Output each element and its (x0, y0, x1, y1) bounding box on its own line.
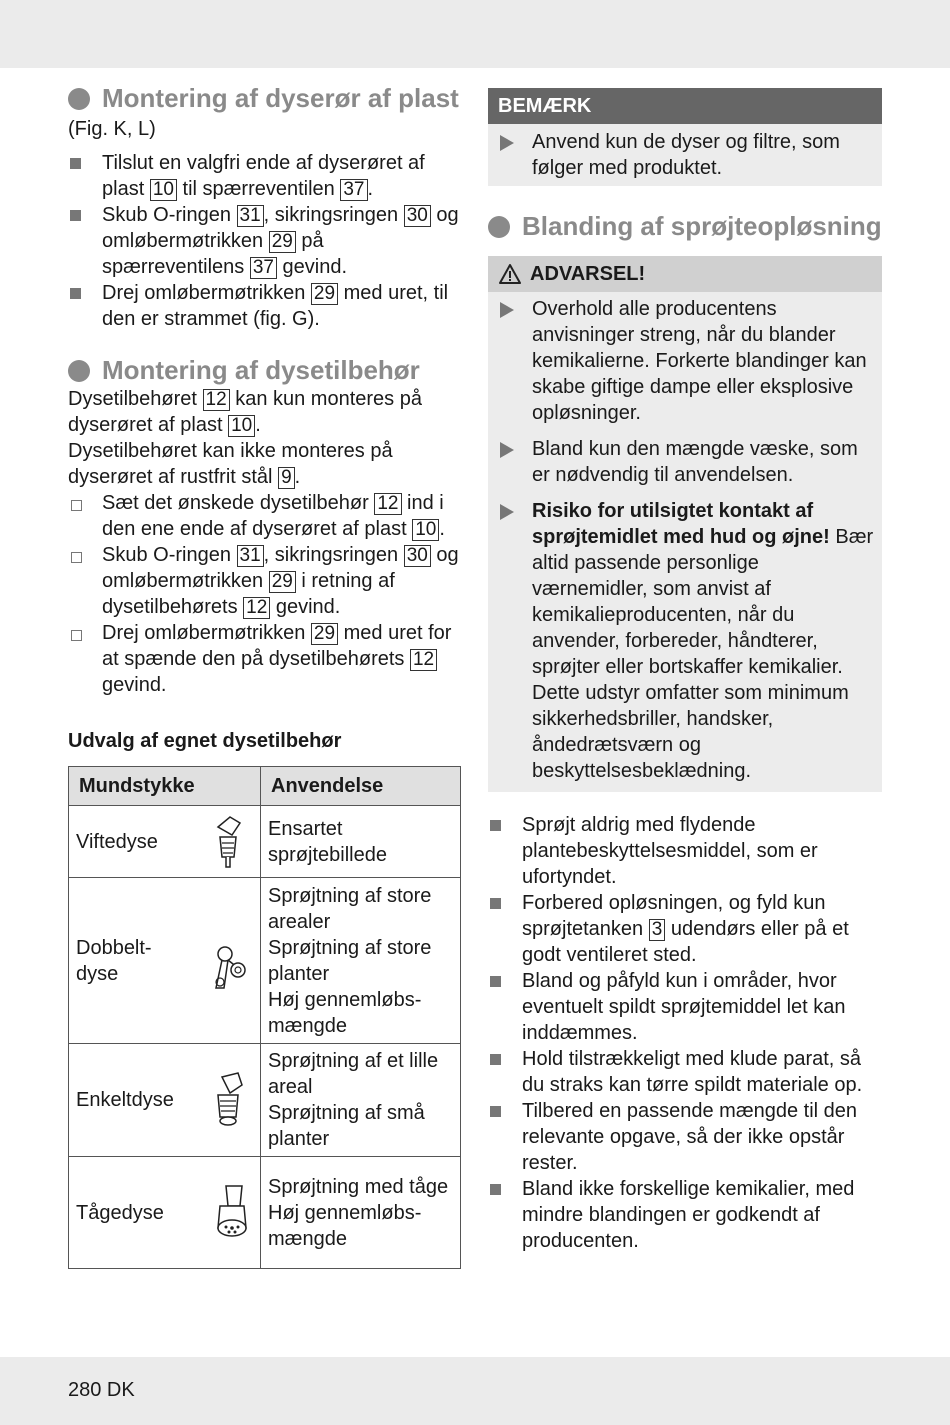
arrow-item: Risiko for utilsigtet kontakt af sprøjtemidlet med hud og øjne! Bær altid passende personlige værnemidler, som anvist af kemikalieproducenten, når du anvender, forbereder, håndterer, sprøjter eller bortskaffer kemikalier. Dette udstyr omfatter som minimum sikkerhedsbriller, handsker, åndedrætsværn og beskyttelsesbeklædning. (488, 498, 882, 784)
list-item: Sprøjt aldrig med flydende plantebeskyttelsesmiddel, som er ufortyndet. (488, 812, 882, 890)
page-number: 280 DK (68, 1379, 135, 1401)
list-item: Drej omløbermøtrikken 29 med uret for at spænde den på dysetilbehørets 12 gevind. (68, 620, 460, 698)
heading-accessory: Montering af dysetilbehør (68, 354, 460, 386)
nozzle-cell (69, 1044, 261, 1157)
usage-text: Sprøjtning af store planter (268, 936, 432, 985)
table-header-nozzle: Mundstykke (69, 767, 261, 806)
accessory-intro (68, 386, 460, 490)
list-item: Bland ikke forskellige kemikalier, med mindre blandingen er godkendt af producenten. (488, 1176, 882, 1254)
part-number: 29 (269, 571, 296, 593)
table-row (69, 1157, 461, 1269)
part-number: 12 (243, 597, 270, 619)
part-number: 30 (404, 205, 431, 227)
list-item: Sæt det ønskede dysetilbehør 12 ind i den ene ende af dyserøret af plast 10 . (68, 490, 460, 542)
table-row (69, 878, 461, 1044)
arrow-bullet-icon (500, 442, 514, 458)
part-number: 29 (311, 283, 338, 305)
nozzle-name: Viftedyse (76, 830, 158, 853)
list-item: Tilslut en valgfri ende af dyserøret af plast 10 til spærreventilen 37 . (68, 150, 460, 202)
part-number: 30 (404, 545, 431, 567)
part-number: 37 (250, 257, 277, 279)
right-column (488, 88, 882, 1254)
arrow-item: Bland kun den mængde væske, som er nødvendig til anvendelsen. (488, 436, 882, 488)
part-number: 31 (237, 205, 264, 227)
usage-text: Sprøjtning af små planter (268, 1102, 425, 1150)
part-number: 29 (269, 231, 296, 253)
arrow-bullet-icon (500, 504, 514, 520)
part-number: 10 (412, 519, 439, 541)
usage-text: Sprøjtning af store arealer (268, 884, 432, 933)
usage-text: Høj gennemløbs- mængde (268, 1201, 422, 1250)
part-number: 31 (237, 545, 264, 567)
part-number: 3 (649, 919, 666, 941)
header-band (0, 0, 950, 68)
usage-cell (261, 806, 461, 878)
usage-text: Høj gennemløbs- mængde (268, 988, 422, 1037)
usage-cell (261, 1157, 461, 1269)
warning-triangle-icon (498, 263, 522, 285)
bullet-dot-icon (68, 360, 90, 382)
list-item: Forbered opløsningen, og fyld kun sprøjtetanken 3 udendørs eller på et godt ventileret sted. (488, 890, 882, 968)
bold-text: Risiko for utilsigtet kontakt af sprøjtemidlet med hud og øjne! (532, 500, 830, 548)
usage-cell (261, 878, 461, 1044)
usage-text: Sprøjtning af et lille areal (268, 1050, 439, 1098)
usage-text: Sprøjtning med tåge (268, 1175, 449, 1198)
mist-nozzle-icon (208, 1182, 252, 1244)
square-bullet-icon (70, 288, 81, 299)
table-header-use: Anvendelse (261, 767, 461, 806)
left-column (68, 82, 460, 1269)
nozzle-cell-content (76, 930, 260, 992)
checkbox-bullet-icon (71, 630, 82, 641)
square-bullet-icon (70, 210, 81, 221)
heading-mixing: Blanding af sprøjteopløsning (488, 210, 882, 242)
checkbox-bullet-icon (71, 500, 82, 511)
paragraph: Dysetilbehøret 12 kan kun monteres på dyserøret af plast 10 . (68, 388, 422, 436)
nozzle-cell-content (76, 1182, 260, 1244)
table-row (69, 1044, 461, 1157)
warning-header: ADVARSEL! (488, 256, 882, 292)
part-number: 10 (150, 179, 177, 201)
arrow-bullet-icon (500, 135, 514, 151)
part-number: 9 (278, 467, 295, 489)
part-number: 12 (203, 389, 230, 411)
arrow-item: Overhold alle producentens anvisninger streng, når du blander kemikalierne. Forkerte blandinger kan skabe giftige dampe eller eksplosive opløsninger. (488, 296, 882, 426)
nozzle-name: Tågedyse (76, 1201, 164, 1224)
usage-text: Ensartet sprøjtebillede (268, 817, 387, 866)
nozzle-cell-content (76, 811, 260, 873)
plastic-steps-list (68, 150, 460, 332)
bullet-dot-icon (488, 216, 510, 238)
nozzle-table (68, 766, 461, 1269)
checkbox-bullet-icon (71, 552, 82, 563)
fan-nozzle-icon (208, 811, 252, 873)
arrow-bullet-icon (500, 302, 514, 318)
paragraph: Dysetilbehøret kan ikke monteres på dyserøret af rustfrit stål 9 . (68, 440, 393, 488)
square-bullet-icon (490, 820, 501, 831)
list-item: Bland og påfyld kun i områder, hvor eventuelt spildt sprøjtemiddel let kan inddæmmes. (488, 968, 882, 1046)
part-number: 12 (410, 649, 437, 671)
bullet-dot-icon (68, 88, 90, 110)
heading-plastic-tube: Montering af dyserør af plast (68, 82, 460, 114)
part-number: 10 (228, 415, 255, 437)
list-item: Hold tilstrækkeligt med klude parat, så du straks kan tørre spildt materiale op. (488, 1046, 882, 1098)
footer-band (0, 1357, 950, 1425)
square-bullet-icon (490, 976, 501, 987)
note-header: BEMÆRK (488, 88, 882, 124)
figure-reference: (Fig. K, L) (68, 118, 156, 140)
list-item: Drej omløbermøtrikken 29 med uret, til den er strammet (fig. G). (68, 280, 460, 332)
square-bullet-icon (490, 898, 501, 909)
list-item: Skub O-ringen 31 , sikringsringen 30 og omløbermøtrikken 29 på spærreventilens 37 gevind. (68, 202, 460, 280)
square-bullet-icon (70, 158, 81, 169)
mixing-list (488, 812, 882, 1254)
usage-cell (261, 1044, 461, 1157)
nozzle-cell (69, 1157, 261, 1269)
list-item: Skub O-ringen 31 , sikringsringen 30 og omløbermøtrikken 29 i retning af dysetilbehørets 12 gevind. (68, 542, 460, 620)
nozzle-cell (69, 806, 261, 878)
nozzle-cell (69, 878, 261, 1044)
part-number: 37 (340, 179, 367, 201)
double-nozzle-icon (208, 930, 252, 992)
part-number: 12 (374, 493, 401, 515)
warning-box (488, 292, 882, 792)
part-number: 29 (311, 623, 338, 645)
single-nozzle-icon (208, 1069, 252, 1131)
list-item: Tilbered en passende mængde til den relevante opgave, så der ikke opstår rester. (488, 1098, 882, 1176)
square-bullet-icon (490, 1054, 501, 1065)
table-row (69, 806, 461, 878)
square-bullet-icon (490, 1106, 501, 1117)
note-box (488, 124, 882, 186)
square-bullet-icon (490, 1184, 501, 1195)
nozzle-cell-content (76, 1069, 260, 1131)
table-title: Udvalg af egnet dysetilbehør (68, 730, 342, 752)
arrow-item: Anvend kun de dyser og filtre, som følger med produktet. (488, 129, 882, 181)
accessory-steps-list (68, 490, 460, 698)
nozzle-name: Enkeltdyse (76, 1089, 174, 1111)
nozzle-name: Dobbelt- dyse (76, 936, 152, 985)
